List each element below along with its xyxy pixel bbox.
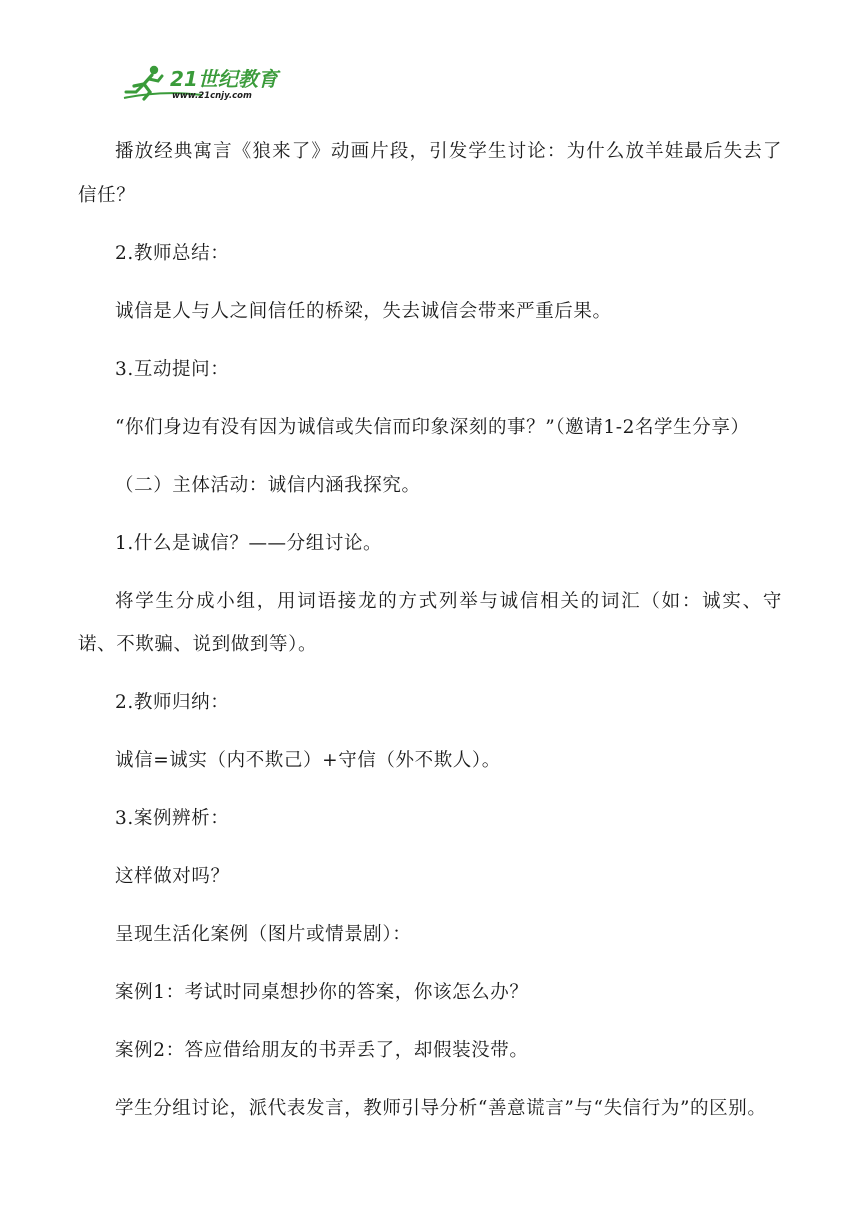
running-figure-icon	[122, 62, 287, 102]
paragraph-word-chain: 将学生分成小组，用词语接龙的方式列举与诚信相关的词汇（如：诚实、守诺、不欺骗、说到做到等）。	[78, 590, 782, 655]
logo-url-text: www.21cnjy.com	[172, 91, 252, 101]
paragraph-integrity-formula: 诚信=诚实（内不欺己）+守信（外不欺人）。	[115, 750, 501, 771]
paragraph-teacher-conclusion-heading: 2.教师归纳：	[115, 692, 230, 713]
paragraph-case-analysis-heading: 3.案例辨析：	[115, 808, 230, 829]
document-body	[78, 130, 782, 1145]
paragraph-case-1: 案例1：考试时同桌想抄你的答案，你该怎么办？	[115, 982, 529, 1003]
paragraph-group-discussion: 学生分组讨论，派代表发言，教师引导分析“善意谎言”与“失信行为”的区别。	[115, 1098, 767, 1119]
paragraph-teacher-summary: 诚信是人与人之间信任的桥梁，失去诚信会带来严重后果。	[115, 300, 612, 322]
paragraph-is-this-right: 这样做对吗？	[115, 866, 230, 887]
paragraph-teacher-summary-heading: 2.教师总结：	[115, 242, 230, 264]
paragraph-what-is-integrity: 1.什么是诚信？——分组讨论。	[115, 532, 383, 554]
paragraph-interactive-question-heading: 3.互动提问：	[115, 358, 230, 380]
paragraph-interactive-question: “你们身边有没有因为诚信或失信而印象深刻的事？”（邀请1-2名学生分享）	[115, 416, 750, 438]
site-logo	[122, 62, 287, 102]
paragraph-case-2: 案例2：答应借给朋友的书弄丢了，却假装没带。	[115, 1040, 529, 1061]
paragraph-present-cases: 呈现生活化案例（图片或情景剧）：	[115, 924, 412, 945]
paragraph-main-activity-heading: （二）主体活动：诚信内涵我探究。	[115, 474, 421, 496]
paragraph-intro-activity: 播放经典寓言《狼来了》动画片段，引发学生讨论：为什么放羊娃最后失去了信任？	[78, 141, 782, 206]
logo-brand-text: 21世纪教育	[170, 67, 278, 91]
